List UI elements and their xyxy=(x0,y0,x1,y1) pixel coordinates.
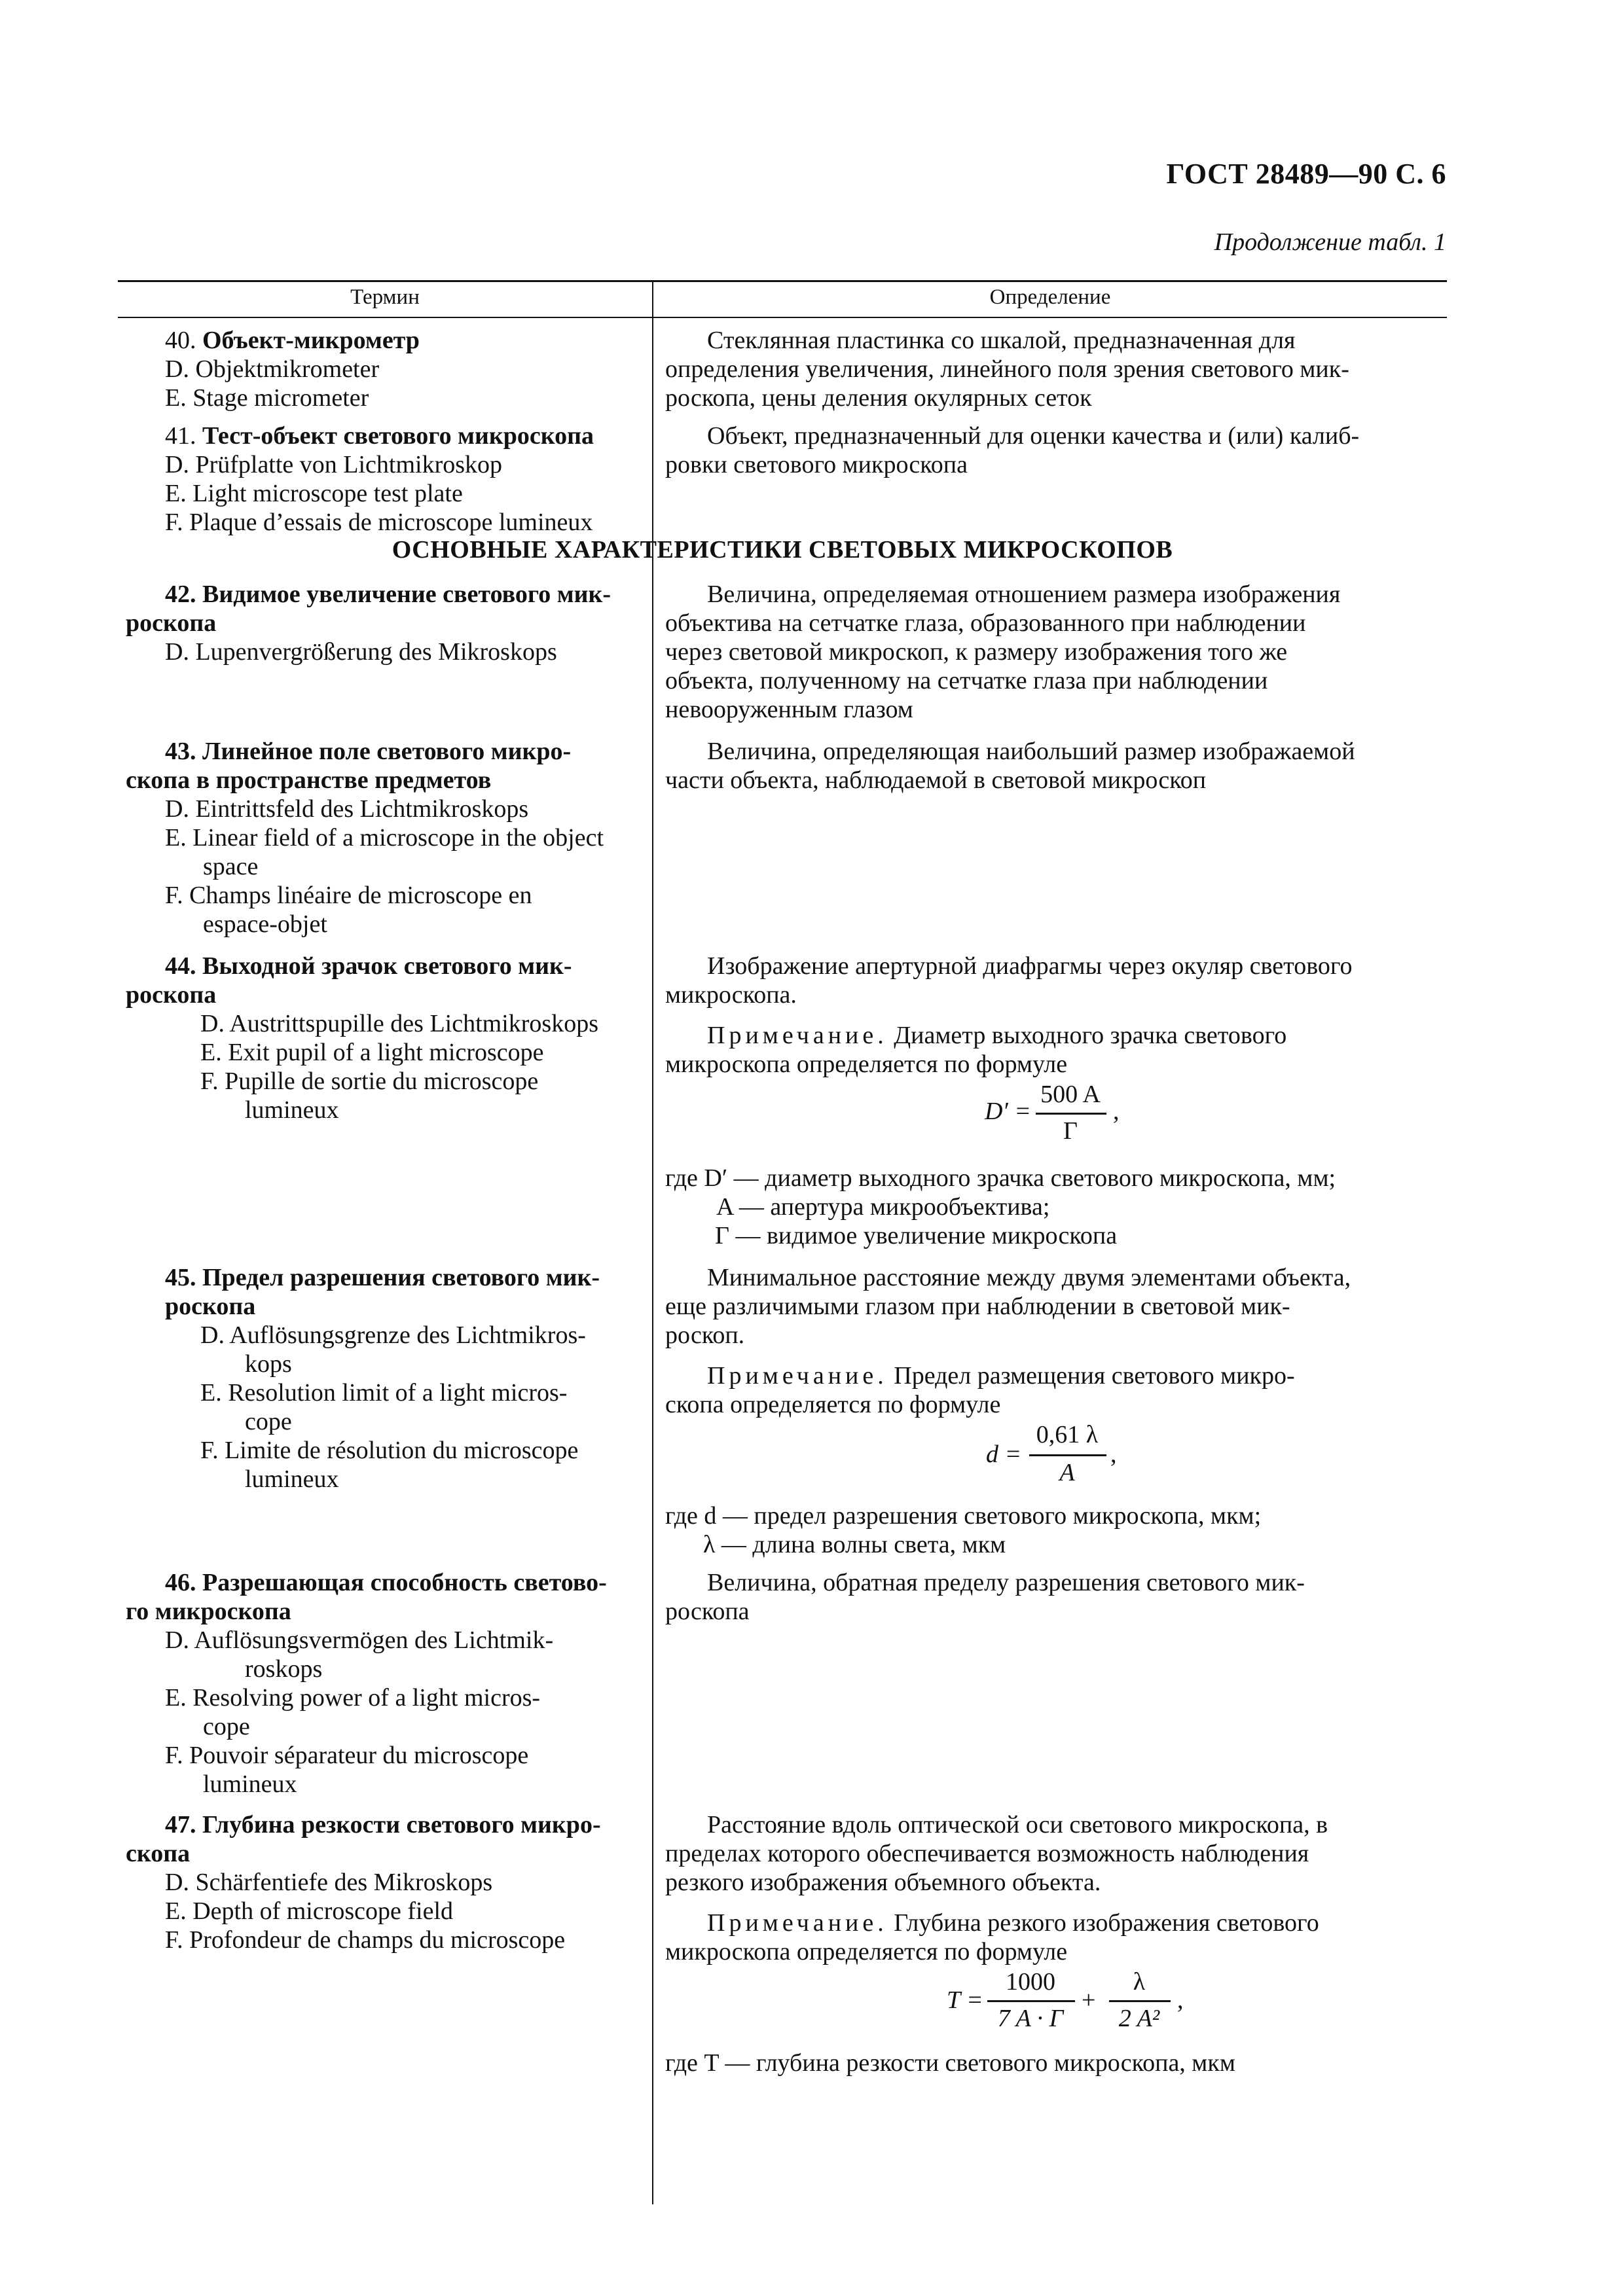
table-continuation: Продолжение табл. 1 xyxy=(1214,228,1446,256)
note-label: Примечание. xyxy=(707,1022,888,1049)
term-43-line-1: 43. Линейное поле светового микро- xyxy=(165,738,572,765)
formula-44-numerator: 500 A xyxy=(1040,1081,1101,1108)
where-44-line-1: где D′ — диаметр выходного зрачка светового микроскопа, мм; xyxy=(665,1164,1336,1192)
definition-42-line-3: через световой микроскоп, к размеру изображения того же xyxy=(665,638,1288,666)
note-45-line-2: скопа определяется по формуле xyxy=(665,1391,1001,1418)
formula-47-fraction-bar-1 xyxy=(987,2000,1075,2002)
formula-47-denominator-2: 2 A² xyxy=(1118,2005,1160,2032)
term-44-fr-cont: lumineux xyxy=(245,1096,339,1124)
term-47-line-1: 47. Глубина резкости светового микро- xyxy=(165,1811,601,1839)
term-number: 41. xyxy=(165,422,196,450)
formula-45-tail: , xyxy=(1110,1441,1117,1468)
formula-47-numerator-1: 1000 xyxy=(1006,1968,1055,1996)
definition-43-line-1: Величина, определяющая наибольший размер изображаемой xyxy=(707,738,1355,765)
definition-40-line-2: определения увеличения, линейного поля зрения светового мик- xyxy=(665,355,1349,383)
term-41 xyxy=(165,422,594,450)
term-number: 40. xyxy=(165,327,196,354)
term-47-en: E. Depth of microscope field xyxy=(165,1897,454,1925)
definition-42-line-1: Величина, определяемая отношением размера изображения xyxy=(707,581,1341,608)
term-46-fr-cont: lumineux xyxy=(203,1770,297,1798)
where-45-line-2: λ — длина волны света, мкм xyxy=(703,1531,1006,1558)
term-44-line-2: роскопа xyxy=(126,981,217,1009)
definition-43-line-2: части объекта, наблюдаемой в световой микроскоп xyxy=(665,766,1207,794)
term-46-fr: F. Pouvoir séparateur du microscope xyxy=(165,1742,529,1769)
definition-41-line-1: Объект, предназначенный для оценки качества и (или) калиб- xyxy=(707,422,1360,450)
formula-44-tail: , xyxy=(1113,1098,1120,1125)
formula-45-denominator: A xyxy=(1059,1459,1075,1486)
term-46-en-cont: cope xyxy=(203,1713,250,1740)
formula-47-denominator-1: 7 A · Г xyxy=(997,2005,1064,2032)
term-47-line-2: скопа xyxy=(126,1840,191,1867)
definition-40-line-1: Стеклянная пластинка со шкалой, предназначенная для xyxy=(707,327,1296,354)
term-44-fr: F. Pupille de sortie du microscope xyxy=(200,1067,539,1095)
formula-47-numerator-2: λ xyxy=(1133,1968,1146,1996)
definition-42-line-2: объектива на сетчатке глаза, образованного при наблюдении xyxy=(665,609,1306,637)
where-44-line-2: A — апертура микрообъектива; xyxy=(716,1193,1050,1221)
formula-47-fraction-bar-2 xyxy=(1109,2000,1171,2002)
formula-45-lhs: d = xyxy=(986,1441,1022,1468)
note-label: Примечание. xyxy=(707,1362,888,1390)
term-44-de: D. Austrittspupille des Lichtmikroskops xyxy=(200,1010,598,1037)
term-46-line-2: го микроскопа xyxy=(126,1598,291,1625)
column-divider xyxy=(652,280,653,2204)
column-header-term: Термин xyxy=(350,285,420,309)
definition-42-line-5: невооруженным глазом xyxy=(665,696,913,723)
note-47-line-2: микроскопа определяется по формуле xyxy=(665,1938,1068,1965)
formula-44-denominator: Г xyxy=(1063,1117,1078,1145)
term-43-en-cont: space xyxy=(203,853,259,880)
section-title: ОСНОВНЫЕ ХАРАКТЕРИСТИКИ СВЕТОВЫХ МИКРОСКОПОВ xyxy=(392,536,1173,564)
formula-44-fraction-bar xyxy=(1036,1113,1106,1115)
note-text: Диаметр выходного зрачка светового xyxy=(894,1022,1287,1049)
note-47-line-1 xyxy=(707,1909,1319,1937)
term-42-line-1: 42. Видимое увеличение светового мик- xyxy=(165,581,611,608)
definition-44-line-1: Изображение апертурной диафрагмы через окуляр светового xyxy=(707,952,1353,980)
definition-45-line-1: Минимальное расстояние между двумя элементами объекта, xyxy=(707,1264,1351,1291)
term-47-de: D. Schärfentiefe des Mikroskops xyxy=(165,1869,493,1896)
term-40 xyxy=(165,326,420,355)
definition-46-line-2: роскопа xyxy=(665,1598,750,1625)
term-46-de-cont: roskops xyxy=(245,1655,323,1683)
term-45-fr: F. Limite de résolution du microscope xyxy=(200,1437,579,1464)
definition-44-line-2: микроскопа. xyxy=(665,981,797,1009)
column-header-definition: Определение xyxy=(989,285,1111,309)
term-42-line-2: роскопа xyxy=(126,609,217,637)
term-43-line-2: скопа в пространстве предметов xyxy=(126,766,492,794)
term-41-en: E. Light microscope test plate xyxy=(165,480,463,507)
note-text: Предел размещения светового микро- xyxy=(894,1362,1295,1390)
note-text: Глубина резкого изображения светового xyxy=(894,1909,1319,1937)
note-45-line-1 xyxy=(707,1361,1295,1390)
term-44-line-1: 44. Выходной зрачок светового мик- xyxy=(165,952,572,980)
formula-45-numerator: 0,61 λ xyxy=(1036,1421,1099,1448)
term-45-en-cont: cope xyxy=(245,1408,292,1435)
note-44-line-1 xyxy=(707,1021,1286,1050)
definition-42-line-4: объекта, полученному на сетчатке глаза при наблюдении xyxy=(665,667,1268,694)
term-46-de: D. Auflösungsvermögen des Lichtmik- xyxy=(165,1626,554,1654)
formula-45-fraction-bar xyxy=(1029,1454,1106,1456)
formula-44-lhs: D′ = xyxy=(985,1098,1031,1125)
term-41-de: D. Prüfplatte von Lichtmikroskop xyxy=(165,451,503,478)
where-44-line-3: Г — видимое увеличение микроскопа xyxy=(715,1222,1118,1249)
term-43-en: E. Linear field of a microscope in the object xyxy=(165,824,604,852)
definition-45-line-3: роскоп. xyxy=(665,1321,745,1349)
definition-46-line-1: Величина, обратная пределу разрешения светового мик- xyxy=(707,1569,1305,1596)
term-43-fr: F. Champs linéaire de microscope en xyxy=(165,882,532,909)
term-45-en: E. Resolution limit of a light micros- xyxy=(200,1379,568,1407)
term-42-de: D. Lupenvergrößerung des Mikroskops xyxy=(165,638,557,666)
definition-47-line-1: Расстояние вдоль оптической оси светового микроскопа, в xyxy=(707,1811,1328,1839)
term-45-fr-cont: lumineux xyxy=(245,1465,339,1493)
definition-45-line-2: еще различимыми глазом при наблюдении в световой мик- xyxy=(665,1293,1290,1320)
where-47-line-1: где T — глубина резкости светового микроскопа, мкм xyxy=(665,2049,1235,2077)
term-45-de-cont: kops xyxy=(245,1350,292,1378)
term-43-de: D. Eintrittsfeld des Lichtmikroskops xyxy=(165,795,529,823)
definition-40-line-3: роскопа, цены деления окулярных сеток xyxy=(665,384,1092,412)
term-40-en: E. Stage micrometer xyxy=(165,384,369,412)
note-44-line-2: микроскопа определяется по формуле xyxy=(665,1050,1068,1078)
table-header-rule xyxy=(118,317,1447,318)
term-44-en: E. Exit pupil of a light microscope xyxy=(200,1039,544,1066)
term-43-fr-cont: espace-objet xyxy=(203,910,327,938)
formula-47-tail: , xyxy=(1177,1986,1184,2014)
document-header: ГОСТ 28489—90 С. 6 xyxy=(1166,158,1446,190)
term-46-en: E. Resolving power of a light micros- xyxy=(165,1684,541,1712)
table-top-rule xyxy=(118,280,1447,282)
term-45-de: D. Auflösungsgrenze des Lichtmikros- xyxy=(200,1321,586,1349)
term-45-line-1: 45. Предел разрешения светового мик- xyxy=(165,1264,600,1291)
term-41-fr: F. Plaque d’essais de microscope lumineux xyxy=(165,509,593,536)
definition-47-line-2: пределах которого обеспечивается возможность наблюдения xyxy=(665,1840,1309,1867)
term-40-de: D. Objektmikrometer xyxy=(165,355,380,383)
term-title: Объект-микрометр xyxy=(202,327,420,354)
formula-47-lhs: T = xyxy=(947,1986,983,2014)
definition-47-line-3: резкого изображения объемного объекта. xyxy=(665,1869,1101,1896)
term-title: Тест-объект светового микроскопа xyxy=(202,422,594,450)
definition-41-line-2: ровки светового микроскопа xyxy=(665,451,968,478)
term-47-fr: F. Profondeur de champs du microscope xyxy=(165,1926,566,1954)
formula-47-plus: + xyxy=(1082,1986,1096,2014)
note-label: Примечание. xyxy=(707,1909,888,1937)
term-45-line-2: роскопа xyxy=(165,1293,256,1320)
where-45-line-1: где d — предел разрешения светового микроскопа, мкм; xyxy=(665,1502,1262,1530)
term-46-line-1: 46. Разрешающая способность светово- xyxy=(165,1569,607,1596)
